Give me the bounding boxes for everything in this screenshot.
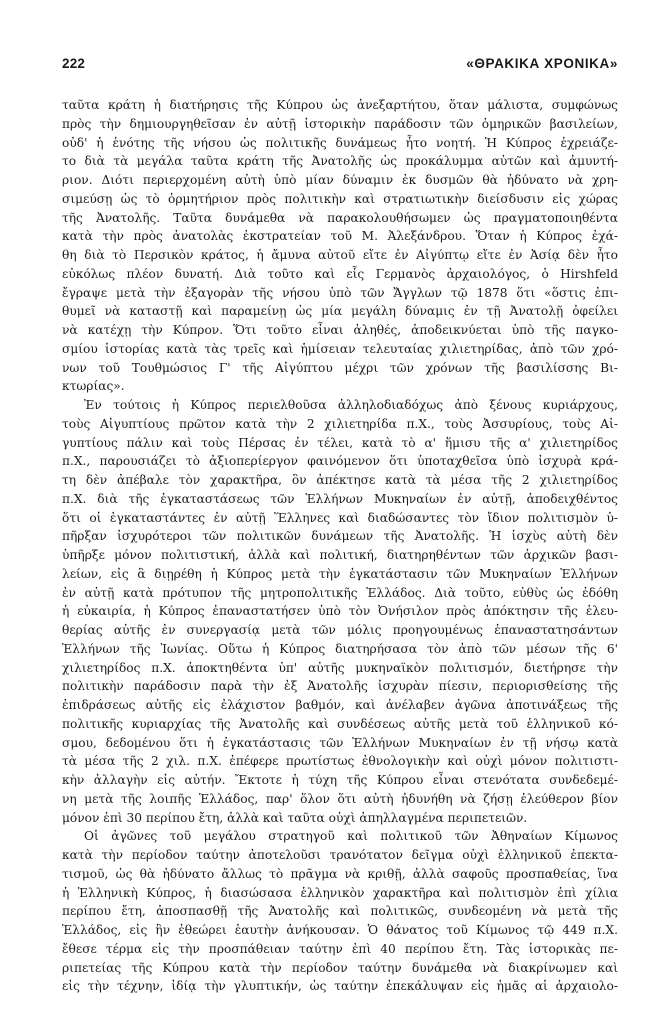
- text-line: π.Χ. διὰ τῆς ἐγκαταστάσεως τῶν Ἑλλήνων Μυκηναίων ἐν αὐτῇ, ἀποδειχθέντος: [62, 491, 618, 506]
- text-line: νων τοῦ Τουθμώσιος Γ' τῆς Αἰγύπτου μέχρι τῶν χρόνων τῆς βασιλίσσης Βι-: [62, 360, 618, 375]
- text-line: εἰς τὴν τέχνην, ἰδίᾳ τὴν γλυπτικήν, ὡς ταύτην ἐπεκάλυψαν εἰς ἡμᾶς αἱ ἀρχαιολο-: [62, 979, 618, 994]
- text-line: τὰ μέσα τῆς 2 χιλ. π.Χ. ἐπέφερε πρωτίστως ἐθνολογικὴν καὶ οὐχὶ μόνον πολιτιστι-: [62, 754, 618, 769]
- text-line: λείων, εἰς ἃ διῃρέθη ἡ Κύπρος μετὰ τὴν ἐγκατάστασιν τῶν Μυκηναίων Ἑλλήνων: [62, 566, 618, 581]
- text-line: πολιτικῆς κυριαρχίας τῆς Ἀνατολῆς καὶ συνδέσεως αὐτῆς μετὰ τοῦ ἑλληνικοῦ κό-: [62, 716, 618, 731]
- text-line: ριπετείας τῆς Κύπρου κατὰ τὴν περίοδον ταύτην δυνάμεθα νὰ διακρίνωμεν καὶ: [62, 960, 618, 975]
- text-line: το διὰ τὰ μεγάλα ταῦτα κράτη τῆς Ἀνατολῆς ὡς προκάλυμμα αὐτῶν καὶ ἀμυντή-: [62, 154, 618, 169]
- text-line: ἔθεσε τέρμα εἰς τὴν προσπάθειαν ταύτην ἐπὶ 40 περίπου ἔτη. Τὰς ἱστορικὰς πε-: [62, 941, 618, 956]
- text-line: π.Χ., παρουσιάζει τὸ ἀξιοπερίεργον φαινόμενον ὅτι ὑποταχθεῖσα ὑπὸ ἰσχυρὰ κρά-: [62, 454, 618, 469]
- text-line: ἐπιδράσεως αὐτῆς εἰς ἐλάχιστον βαθμόν, καὶ ἀνέλαβεν ἀγῶνα ἀποτινάξεως τῆς: [62, 698, 618, 712]
- text-line: νὰ κατέχῃ τὴν Κύπρον. Ὅτι τοῦτο εἶναι ἀληθές, ἀποδεικνύεται ὑπὸ τῆς παγκο-: [62, 323, 618, 337]
- text-line: Οἱ ἀγῶνες τοῦ μεγάλου στρατηγοῦ καὶ πολιτικοῦ τῶν Ἀθηναίων Κίμωνος: [84, 829, 618, 844]
- text-line: πρὸς τὴν δημιουργηθεῖσαν ἐν αὐτῇ ἱστορικὴν παράδοσιν τῶν ὁμηρικῶν βασιλείων,: [62, 116, 618, 131]
- text-line: γυπτίους πάλιν καὶ τοὺς Πέρσας ἐν τέλει, κατὰ τὸ α' ἥμισυ τῆς α' χιλιετηρίδος: [62, 435, 618, 450]
- text-line: θη διὰ τὸ Περσικὸν κράτος, ἡ ἄμυνα αὐτοῦ εἴτε ἐν Αἰγύπτῳ εἴτε ἐν Ἀσίᾳ δὲν ἦτο: [62, 248, 618, 262]
- text-line: ἡ Ἑλληνικὴ Κύπρος, ἡ διασώσασα ἑλληνικὸν χαρακτῆρα καὶ πολιτισμὸν ἐπὶ χίλια: [62, 885, 618, 900]
- text-line: τη δὲν ἀπέβαλε τὸν χαρακτῆρα, ὃν ἀπέκτησε κατὰ τὰ μέσα τῆς 2 χιλιετηρίδος: [62, 473, 618, 487]
- text-line: κατὰ τὴν πρὸς ἀνατολὰς ἐκστρατείαν τοῦ Μ. Ἀλεξάνδρου. Ὅταν ἡ Κύπρος ἐχά-: [62, 229, 618, 244]
- text-line: πολιτικὴν παράδοσιν παρὰ τὴν ἐξ Ἀνατολῆς ἰσχυρὰν πίεσιν, περιορισθείσης τῆς: [62, 679, 618, 694]
- text-line: ταῦτα κράτη ἡ διατήρησις τῆς Κύπρου ὡς ἀνεξαρτήτου, ὅταν μάλιστα, συμφώνως: [62, 98, 618, 112]
- text-line: Ἐν τούτοις ἡ Κύπρος περιελθοῦσα ἀλληλοδιαδόχως ἀπὸ ξένους κυριάρχους,: [84, 398, 618, 412]
- text-line: ριον. Διότι περιερχομένη αὐτὴ ὑπὸ μίαν δύναμιν ἐκ δυσμῶν θὰ ἠδύνατο νὰ χρη-: [62, 173, 618, 187]
- text-line: θυμεῖ νὰ καταστῇ καὶ παραμείνῃ ὡς μία μεγάλη δύναμις ἐν τῇ Ἀνατολῇ ὀφείλει: [62, 304, 618, 319]
- text-line: ἐν αὐτῇ κατὰ πρότυπον τῆς μητροπολιτικῆς Ἑλλάδος. Διὰ τοῦτο, εὐθὺς ὡς ἐδόθη: [62, 585, 618, 600]
- text-line: οὐδ' ἡ ἑνότης τῆς νήσου ὡς πολιτικῆς δυνάμεως ἦτο νοητή. Ἡ Κύπρος ἐχρειάζε-: [62, 135, 618, 150]
- text-line: θερίας αὐτῆς ἐν συνεργασίᾳ μετὰ τῶν μόλις προηγουμένως ἐπαναστατησάντων: [62, 623, 618, 637]
- text-line: εὐκόλως πλέον δυνατή. Διὰ τοῦτο καὶ εἷς Γερμανὸς ἀρχαιολόγος, ὁ Hirshfeld: [62, 266, 618, 281]
- page-header: [62, 56, 618, 82]
- paragraph: [62, 827, 618, 996]
- text-line: χιλιετηρίδος π.Χ. ἀποκτηθέντα ὑπ' αὐτῆς μυκηναϊκὸν πολιτισμόν, διετήρησε τὴν: [62, 660, 618, 675]
- text-line: τῆς Ἀνατολῆς. Ταῦτα δυνάμεθα νὰ παρακολουθήσωμεν ὡς πραγματοποιηθέντα: [62, 210, 618, 225]
- paragraph: [62, 396, 618, 827]
- text-line: σιμεύσῃ ὡς τὸ ὁρμητήριον πρὸς πολιτικὴν καὶ στρατιωτικὴν διείσδυσιν εἰς χώρας: [62, 191, 618, 206]
- text-line: μόνον ἐπὶ 30 περίπου ἔτη, ἀλλὰ καὶ ταῦτα οὐχὶ ἀπηλλαγμένα περιπετειῶν.: [62, 810, 528, 825]
- text-line: τισμοῦ, ὡς θὰ ἠδύνατο ἄλλως τὸ πρᾶγμα νὰ κριθῇ, ἀλλὰ σαφοῦς προσπαθείας, ἵνα: [62, 866, 618, 881]
- body-text: [62, 96, 618, 996]
- text-line: νη μετὰ τῆς λοιπῆς Ἑλλάδος, παρ' ὅλον ὅτι αὐτὴ ἠδυνήθη νὰ ζήσῃ ἐλεύθερον βίον: [62, 791, 618, 806]
- text-line: ἔγραψε μετὰ τὴν ἐξαγορὰν τῆς νήσου ὑπὸ τῶν Ἄγγλων τῷ 1878 ὅτι «ὅστις ἐπι-: [62, 285, 618, 300]
- text-line: ὑπῆρξε μόνον πολιτιστική, ἀλλὰ καὶ πολιτική, διατηρηθέντων τῶν ἀρχικῶν βασι-: [62, 548, 618, 562]
- text-line: σμου, δεδομένου ὅτι ἡ ἐγκατάστασις τῶν Ἑλλήνων Μυκηναίων ἐν τῇ νήσῳ κατὰ: [62, 735, 618, 750]
- text-line: σμίου ἱστορίας κατὰ τὰς τρεῖς καὶ ἡμίσειαν τελευταίας χιλιετηρίδας, ἀπὸ τῶν χρό-: [62, 341, 618, 356]
- text-line: ἡ εὐκαιρία, ἡ Κύπρος ἐπαναστατήσεν ὑπὸ τὸν Ὀνήσιλον πρὸς ἀπόκτησιν τῆς ἐλευ-: [62, 604, 618, 619]
- text-line: Ἑλλήνων τῆς Ἰωνίας. Οὕτω ἡ Κύπρος διατηρήσασα τὸν ἀπὸ τῶν μέσων τῆς 6': [62, 641, 618, 656]
- text-line: τοὺς Αἰγυπτίους πρῶτον κατὰ τὴν 2 χιλιετηρίδα π.Χ., τοὺς Ἀσσυρίους, τοὺς Αἰ-: [62, 416, 618, 431]
- paragraph: [62, 96, 618, 396]
- text-line: περίπου ἔτη, ἀποσπασθῇ τῆς Ἀνατολῆς καὶ πολιτικῶς, συνδεομένη νὰ μετὰ τῆς: [62, 904, 618, 919]
- text-line: ὅτι οἱ ἐγκαταστάντες ἐν αὐτῇ Ἕλληνες καὶ διαδώσαντες τὸν ἴδιον πολιτισμὸν ὑ-: [62, 510, 618, 525]
- text-line: κατὰ τὴν περίοδον ταύτην ἀποτελοῦσι τρανότατον δεῖγμα οὐχὶ ἑλληνικοῦ ἐπεκτα-: [62, 848, 618, 862]
- running-title: «ΘΡΑΚΙΚΑ ΧΡΟΝΙΚΑ»: [466, 56, 618, 71]
- text-line: κτωρίας».: [62, 379, 125, 394]
- text-line: κὴν ἀλλαγὴν εἰς αὐτήν. Ἔκτοτε ἡ τύχη τῆς Κύπρου εἶναι στενότατα συνδεδεμέ-: [62, 773, 618, 787]
- text-line: πῆρξαν ἰσχυρότεροι τῶν πολιτικῶν δυνάμεων τῆς Ἀνατολῆς. Ἡ ἰσχὺς αὐτὴ δὲν: [62, 529, 618, 544]
- text-line: Ἑλλάδος, εἰς ἣν ἐθεώρει ἑαυτὴν ἀνήκουσαν. Ὁ θάνατος τοῦ Κίμωνος τῷ 449 π.Χ.: [62, 923, 618, 937]
- page-number: 222: [62, 56, 86, 71]
